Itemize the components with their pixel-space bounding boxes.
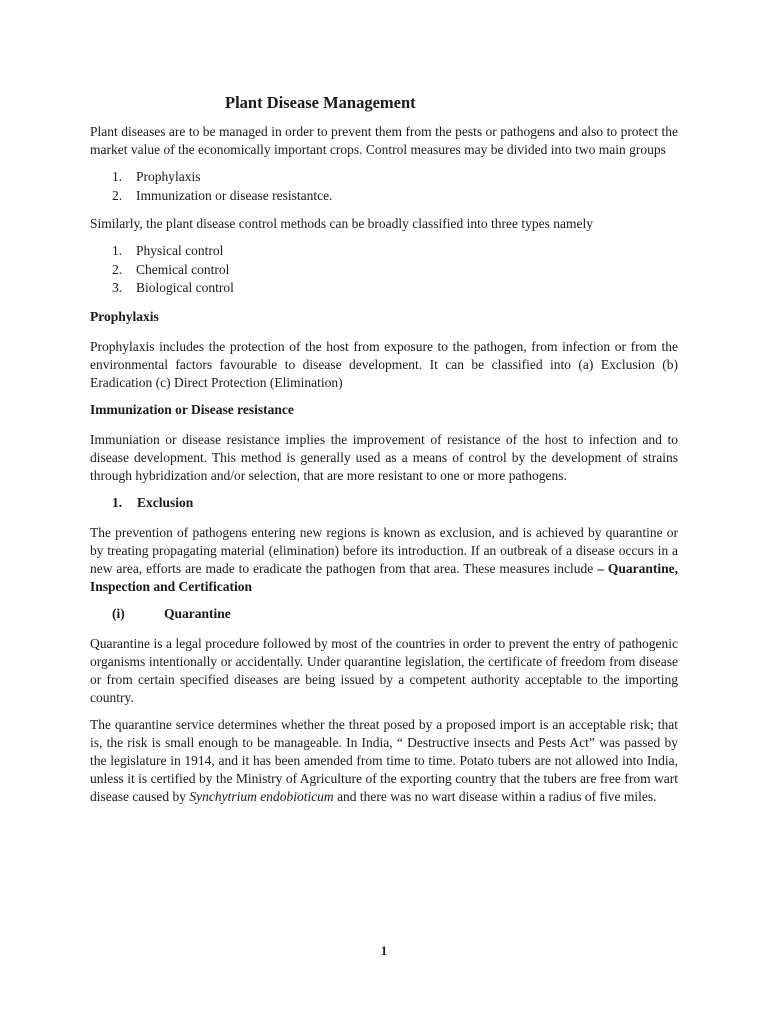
list-number: 2.	[112, 187, 123, 203]
heading-text: Exclusion	[137, 494, 194, 510]
list-number: 3.	[112, 280, 123, 295]
list-item	[90, 279, 678, 298]
exclusion-measures: – Quarantine, Inspection and Certification	[90, 560, 679, 594]
prophylaxis-heading: Prophylaxis	[90, 308, 159, 324]
exclusion-heading	[90, 494, 678, 512]
list-item	[90, 261, 678, 280]
control-types-list	[90, 242, 678, 298]
exclusion-text: The prevention of pathogens entering new regions is known as exclusion, and is achieved by quarantine or by treating propagating material (elimination) before its introduction. If an outbreak of a disease occurs in a new area, efforts are made to eradicate the pathogen from that area. These measures include	[90, 524, 678, 576]
quarantine-service-text: The quarantine service determines whether the threat posed by a proposed import is an acceptable risk; that is, the risk is small enough to be manageable. In India, “ Destructive insects and Pests Act” was passed by the legislature in 1914, and it has been amended from time to time. Potato tubers are not allowed into India, unless it is certified by the Ministry of Agriculture of the exporting country that the tubers are free from wart disease caused by	[90, 716, 678, 804]
species-name: Synchytrium endobioticum	[189, 788, 334, 804]
list-item	[90, 242, 678, 261]
quarantine-service-paragraph	[90, 716, 678, 806]
list-item	[90, 187, 678, 206]
list-number: 2.	[112, 261, 123, 277]
list-number: 1.	[112, 169, 123, 184]
list-text: Prophylaxis	[136, 169, 201, 184]
immunization-heading: Immunization or Disease resistance	[90, 401, 294, 417]
prophylaxis-paragraph: Prophylaxis includes the protection of the host from exposure to the pathogen, from infection or from the environmental factors favourable to disease development. It can be classified into (a) Exclusion (b) Eradication (c) Direct Protection (Elimination)	[90, 338, 678, 390]
document-page	[90, 92, 678, 815]
list-text: Biological control	[136, 280, 234, 295]
similarly-paragraph: Similarly, the plant disease control methods can be broadly classified into three types namely	[90, 216, 593, 231]
exclusion-paragraph	[90, 524, 678, 596]
page-number: 1	[380, 944, 388, 958]
heading-number: 1.	[112, 494, 123, 510]
heading-text: Quarantine	[164, 605, 231, 621]
heading-number: (i)	[112, 605, 125, 621]
list-text: Chemical control	[136, 261, 230, 277]
groups-list	[90, 168, 678, 205]
list-number: 1.	[112, 243, 123, 258]
list-text: Immunization or disease resistantce.	[136, 187, 333, 203]
list-item	[90, 168, 678, 187]
quarantine-heading	[90, 605, 678, 623]
immunization-paragraph: Immuniation or disease resistance implies the improvement of resistance of the host to infection and to disease development. This method is generally used as a means of control by the development of strains through hybridization and/or selection, that are more resistant to one or more pathogens.	[90, 431, 678, 483]
list-text: Physical control	[136, 243, 224, 258]
quarantine-paragraph: Quarantine is a legal procedure followed by most of the countries in order to prevent the entry of pathogenic organisms intentionally or accidentally. Under quarantine legislation, the certificate of freedom from disease or from certain specified diseases are being issued by a competent authority acceptable to the importing country.	[90, 635, 678, 705]
quarantine-service-end: and there was no wart disease within a radius of five miles.	[333, 788, 657, 804]
intro-paragraph: Plant diseases are to be managed in order to prevent them from the pests or pathogens and also to protect the market value of the economically important crops. Control measures may be divided into two main groups	[90, 124, 678, 157]
page-title: Plant Disease Management	[225, 93, 416, 112]
